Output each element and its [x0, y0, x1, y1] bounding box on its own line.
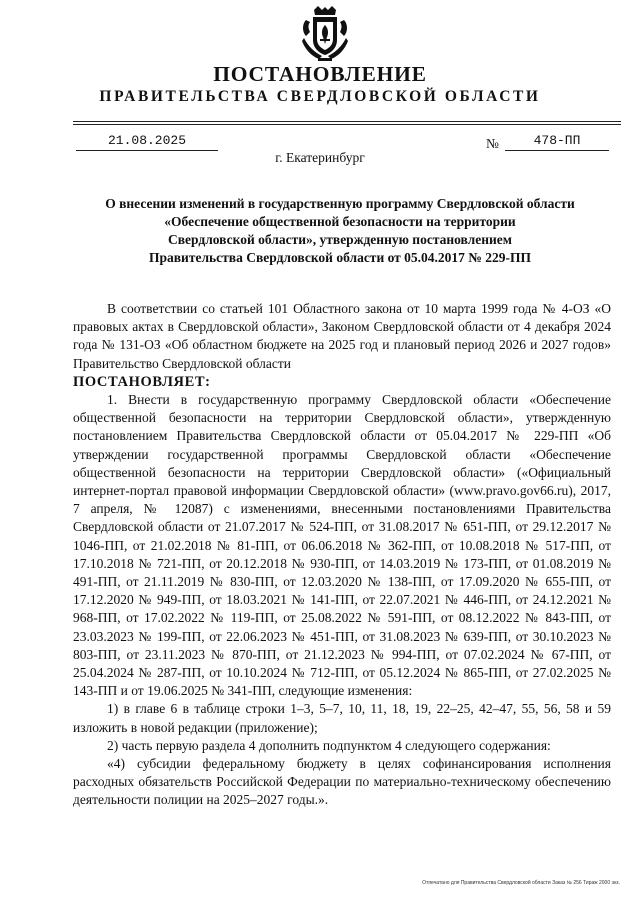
header-divider [73, 121, 621, 122]
city: г. Екатеринбург [275, 150, 365, 165]
subitem-2-paragraph: 2) часть первую раздела 4 дополнить подпунктом 4 следующего содержания: [107, 737, 551, 753]
quoted-subitem-paragraph: «4) субсидии федеральному бюджету в целях софинансирования исполнения расходных обязательств Российской Федерации по материально-техническому обеспечению деятельности полиции на 2025–2027 годы.». [73, 756, 611, 808]
subject-line: Свердловской области», утвержденную постановлением [168, 232, 512, 247]
coat-of-arms-emblem [300, 6, 350, 62]
document-number: 478-ПП [505, 132, 609, 151]
item-1-paragraph: 1. Внести в государственную программу Свердловской области «Обеспечение общественной безопасности на территории Свердловской области», утвержденную постановлением Правительства Свердловской области от 05.04.2017 № 229-ПП «Об утверждении государственной программы Свердловской области «Обеспечение общественной безопасности на территории Свердловской области» («Официальный интернет-портал правовой информации Свердловской области» (www.pravo.gov66.ru), 2017, 7 апреля, № 12087) с изменениями, внесенными постановлениями Правительства Свердловской области от 21.07.2017 № 524-ПП, от 31.08.2017 № 651-ПП, от 29.12.2017 № 1046-ПП, от 21.02.2018 № 81-ПП, от 06.06.2018 № 362-ПП, от 10.08.2018 № 517-ПП, от 17.10.2018 № 721-ПП, от 20.12.2018 № 930-ПП, от 14.03.2019 № 173-ПП, от 01.08.2019 № 491-ПП, от 21.11.2019 № 830-ПП, от 12.03.2020 № 138-ПП, от 17.09.2020 № 655-ПП, от 17.12.2020 № 949-ПП, от 18.03.2021 № 141-ПП, от 22.07.2021 № 446-ПП, от 24.12.2021 № 968-ПП, от 17.02.2022 № 119-ПП, от 25.08.2022 № 591-ПП, от 08.12.2022 № 843-ПП, от 23.03.2023 № 199-ПП, от 22.06.2023 № 451-ПП, от 31.08.2023 № 639-ПП, от 30.10.2023 № 803-ПП, от 23.11.2023 № 870-ПП, от 21.12.2023 № 994-ПП, от 07.02.2024 № 67-ПП, от 25.04.2024 № 287-ПП, от 10.10.2024 № 712-ПП, от 05.12.2024 № 865-ПП, от 27.02.2025 № 143-ПП и от 19.06.2025 № 341-ПП, следующие изменения: [73, 392, 611, 699]
header-divider-thin [73, 124, 621, 125]
document-date: 21.08.2025 [76, 132, 218, 151]
document-subject [70, 195, 610, 267]
subject-line: «Обеспечение общественной безопасности на территории [164, 214, 516, 229]
intro-paragraph: В соответствии со статьей 101 Областного закона от 10 марта 1999 года № 4-ОЗ «О правовых актах в Свердловской области», Законом Свердловской области от 4 декабря 2024 года № 131-ОЗ «Об областном бюджете на 2025 год и плановый период 2026 и 2027 годов» Правительство Свердловской области [73, 301, 611, 371]
number-sign: № [486, 136, 499, 151]
resolves-heading: ПОСТАНОВЛЯЕТ: [73, 373, 211, 390]
print-footer: Отпечатано для Правительства Свердловской области Заказ № 256 Тираж 2000 экз. [422, 880, 620, 886]
document-issuer: ПРАВИТЕЛЬСТВА СВЕРДЛОВСКОЙ ОБЛАСТИ [99, 88, 541, 105]
subitem-1-paragraph: 1) в главе 6 в таблице строки 1–3, 5–7, 10, 11, 18, 19, 22–25, 42–47, 55, 56, 58 и 59 изложить в новой редакции (приложение); [73, 701, 611, 735]
subject-line: О внесении изменений в государственную программу Свердловской области [105, 196, 575, 211]
document-body [73, 300, 611, 810]
subject-line: Правительства Свердловской области от 05.04.2017 № 229-ПП [149, 250, 531, 265]
document-title: ПОСТАНОВЛЕНИЕ [213, 62, 427, 86]
